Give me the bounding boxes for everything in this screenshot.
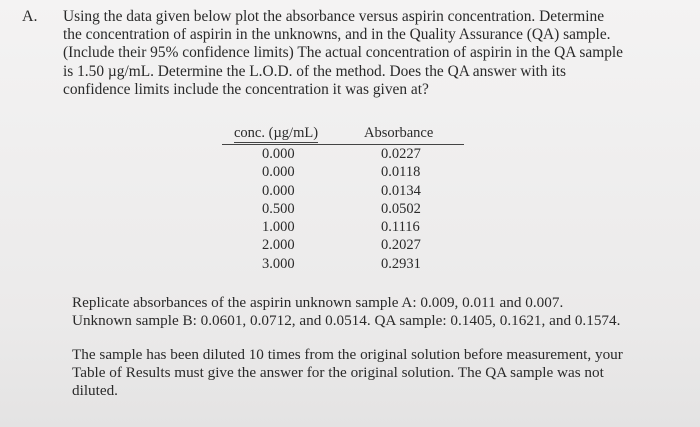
header-conc: conc. (µg/mL) — [234, 125, 319, 141]
question-text — [63, 8, 663, 99]
conc-cell: 3.000 — [262, 255, 295, 272]
absorbance-cell: 0.0502 — [381, 200, 421, 217]
question-line: the concentration of aspirin in the unknowns, and in the Quality Assurance (QA) sample. — [63, 26, 611, 44]
conc-cell: 0.000 — [262, 146, 295, 162]
absorbance-cell: 0.0227 — [381, 146, 421, 162]
absorbance-cell: 0.1116 — [381, 219, 420, 236]
question-line: Using the data given below plot the absorbance versus aspirin concentration. Determine — [63, 8, 605, 25]
dilution-line: Table of Results must give the answer for the original solution. The QA sample was not — [72, 363, 604, 381]
absorbance-cell: 0.2027 — [381, 237, 421, 254]
header-absorbance: Absorbance — [364, 125, 434, 141]
conc-cell: 0.000 — [262, 182, 295, 199]
dilution-paragraph — [72, 346, 672, 399]
question-marker: A. — [22, 8, 38, 25]
absorbance-cell: 0.2931 — [381, 255, 421, 272]
absorbance-cell: 0.0118 — [381, 164, 421, 181]
question-line: is 1.50 µg/mL. Determine the L.O.D. of the method. Does the QA answer with its — [63, 62, 566, 80]
table-row — [222, 255, 464, 273]
table-header-row — [222, 124, 464, 145]
table-row — [222, 218, 464, 236]
table-row — [222, 145, 464, 163]
conc-cell: 1.000 — [262, 219, 295, 236]
calibration-table — [222, 124, 464, 273]
dilution-line: diluted. — [72, 381, 118, 399]
replicates-line: Unknown sample B: 0.0601, 0.0712, and 0.0514. QA sample: 0.1405, 0.1621, and 0.1574. — [72, 311, 621, 329]
table-row — [222, 236, 464, 254]
absorbance-cell: 0.0134 — [381, 182, 421, 199]
question-line: confidence limits include the concentration it was given at? — [63, 80, 429, 98]
dilution-line: The sample has been diluted 10 times from the original solution before measurement, your — [72, 346, 623, 363]
replicates-paragraph — [72, 294, 672, 330]
conc-cell: 0.500 — [262, 200, 295, 217]
question-line: (Include their 95% confidence limits) The actual concentration of aspirin in the QA sample — [63, 44, 624, 62]
conc-cell: 2.000 — [262, 237, 295, 254]
table-row — [222, 182, 464, 200]
header-conc-cell — [222, 124, 344, 144]
table-row — [222, 163, 464, 181]
replicates-line: Replicate absorbances of the aspirin unknown sample A: 0.009, 0.011 and 0.007. — [72, 294, 564, 311]
table-row — [222, 200, 464, 218]
conc-cell: 0.000 — [262, 164, 295, 181]
